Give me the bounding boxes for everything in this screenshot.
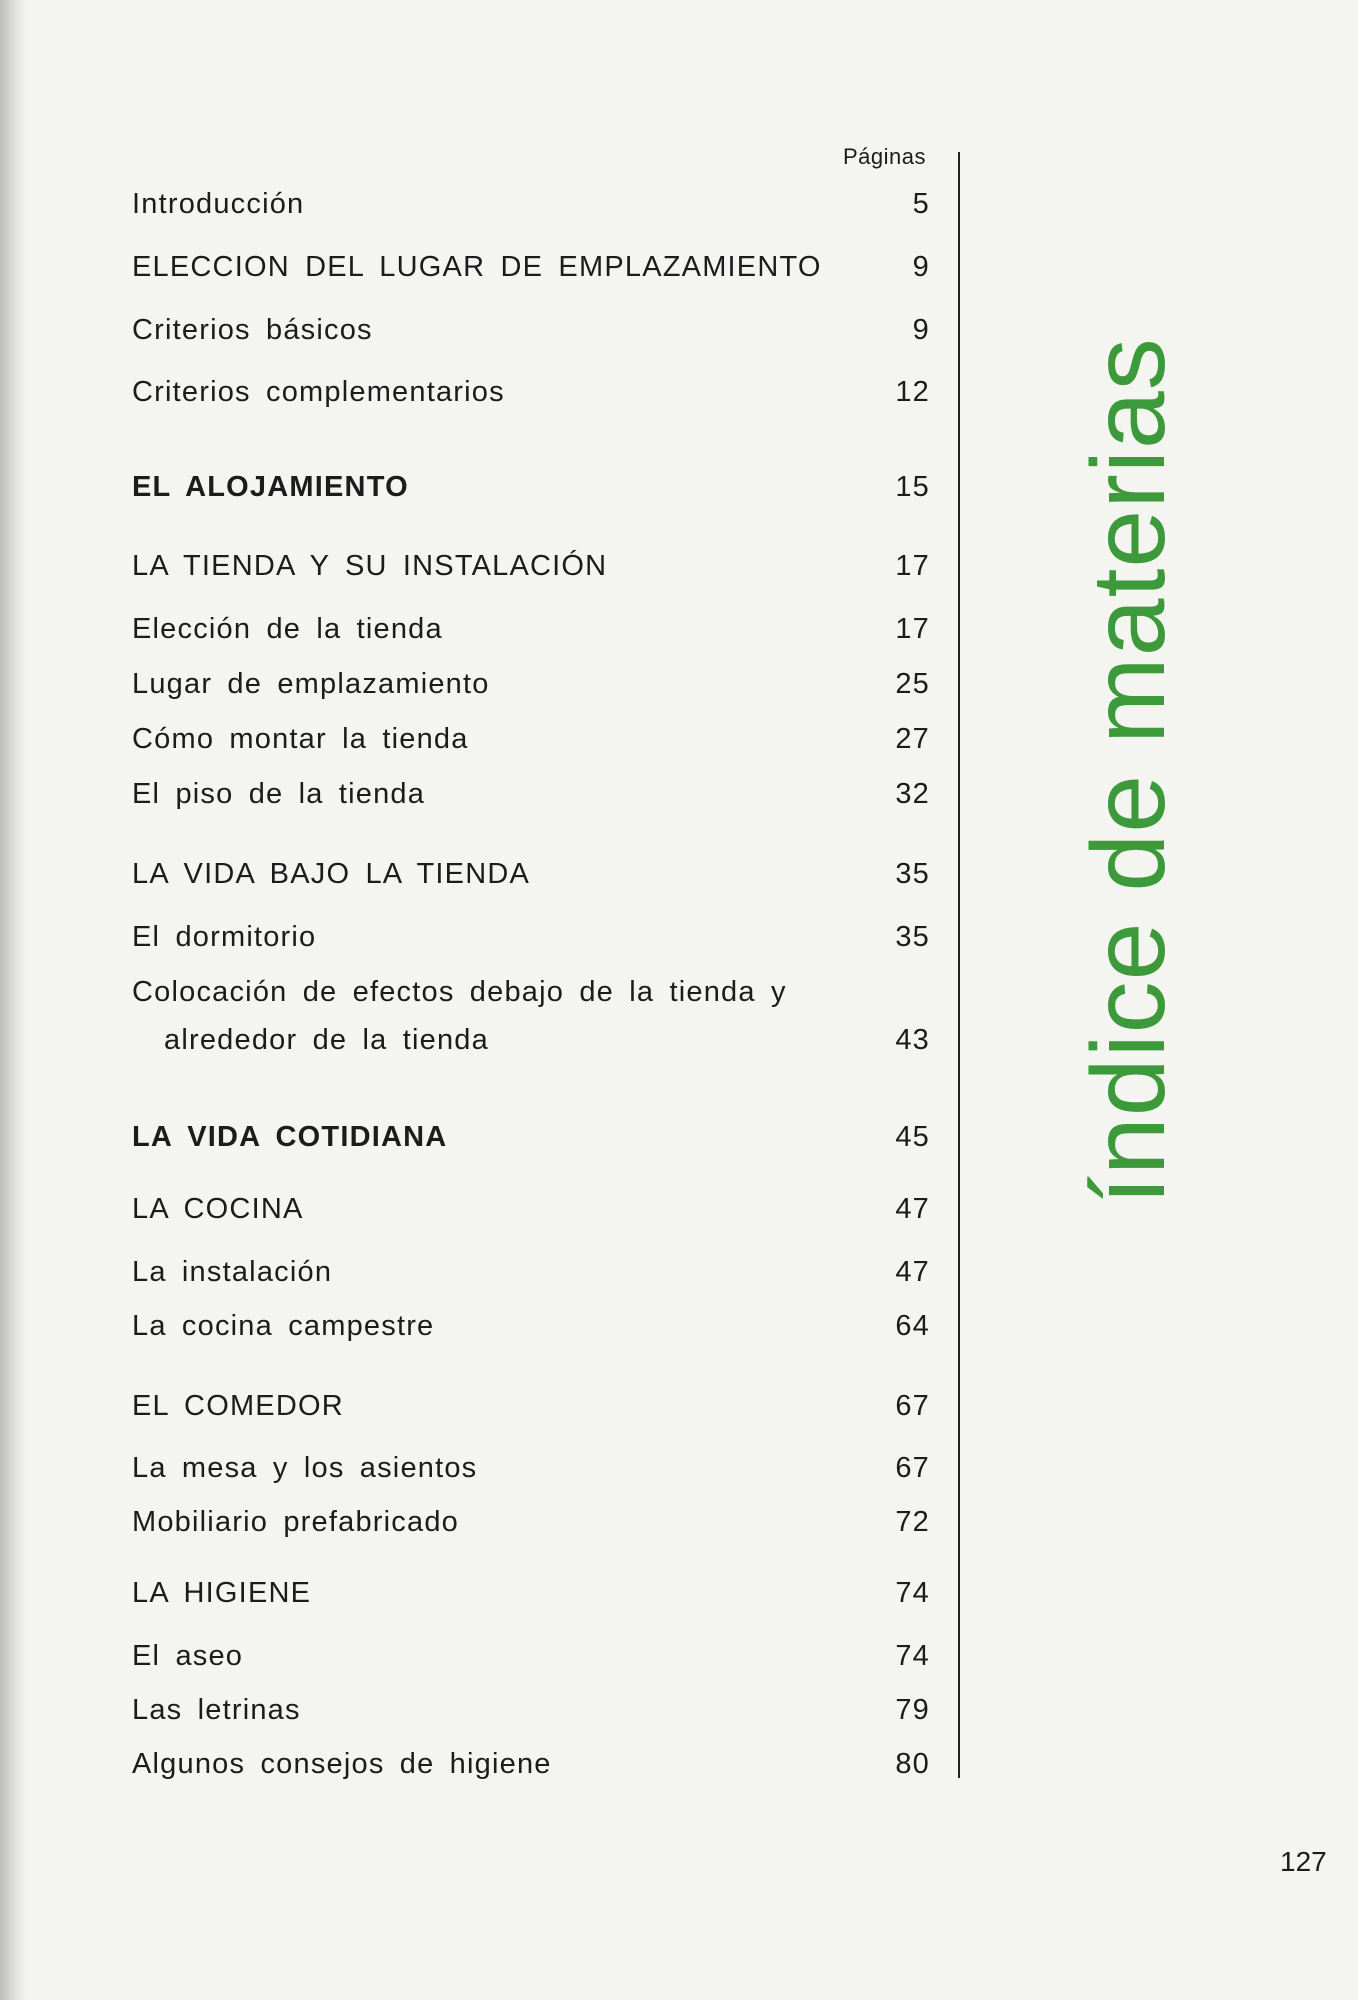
toc-chapter-page: 35 [895,858,930,890]
toc-entry [132,1307,930,1347]
toc-entry-title: Mobiliario prefabricado [132,1506,459,1538]
toc-entry [132,1691,930,1731]
toc-entry-title: Criterios básicos [132,314,373,346]
toc-entry [132,1503,930,1543]
toc-chapter-page: 17 [895,550,930,582]
toc-entry [132,1449,930,1489]
toc-entry-title: El dormitorio [132,921,317,953]
toc-entry-page: 80 [895,1748,930,1780]
toc-chapter [132,1190,930,1230]
toc-entry-title: Criterios complementarios [132,376,505,408]
toc-chapter-title: EL COMEDOR [132,1390,344,1422]
toc-entry-page: 9 [912,314,930,346]
toc-chapter [132,1387,930,1427]
toc-entry-title: alrededor de la tienda [164,1024,489,1056]
toc-section-title: EL ALOJAMIENTO [132,471,409,503]
page-binding-edge [0,0,26,2000]
toc-entry-title: ELECCION DEL LUGAR DE EMPLAZAMIENTO [132,251,822,283]
toc-chapter [132,855,930,895]
toc-entry [132,775,930,815]
toc-entry [132,1637,930,1677]
toc-entry [132,311,930,351]
toc-entry-page: 47 [895,1256,930,1288]
toc-entry-title: La instalación [132,1256,333,1288]
toc-entry-title: Algunos consejos de higiene [132,1748,552,1780]
toc-entry-page: 64 [895,1310,930,1342]
toc-entry-page: 9 [912,251,930,283]
toc-entry-title: Colocación de efectos debajo de la tienda y [132,976,787,1008]
toc-section-page: 15 [895,471,930,503]
pages-column-label: Páginas [843,144,927,169]
toc-entry-page: 67 [895,1452,930,1484]
toc-entry-page: 17 [895,613,930,645]
toc-entry [132,248,930,288]
toc-chapter-title: LA TIENDA Y SU INSTALACIÓN [132,550,608,582]
toc-section-title: LA VIDA COTIDIANA [132,1121,448,1153]
index-title-vertical: índice de materias [1071,337,1187,1205]
toc-entry [132,918,930,958]
toc-chapter-page: 74 [895,1577,930,1609]
toc-entry [132,373,930,413]
toc-chapter-page: 47 [895,1193,930,1225]
toc-entry-page: 35 [895,921,930,953]
toc-entry [132,665,930,705]
toc-chapter-title: LA COCINA [132,1193,304,1225]
toc-section-page: 45 [895,1121,930,1153]
page-number: 127 [1280,1846,1327,1877]
toc-chapter [132,547,930,587]
toc-entry-title: Elección de la tienda [132,613,443,645]
toc-chapter-title: LA HIGIENE [132,1577,312,1609]
toc-entry-title: Cómo montar la tienda [132,723,469,755]
toc-section [132,468,930,508]
toc-entry-page: 43 [895,1024,930,1056]
toc-entry [132,1253,930,1293]
toc-entry [132,185,930,225]
toc-chapter-title: LA VIDA BAJO LA TIENDA [132,858,531,890]
toc-entry-page: 72 [895,1506,930,1538]
toc-entry-title: La cocina campestre [132,1310,435,1342]
toc-entry [132,973,930,1013]
toc-entry-page: 5 [912,188,930,220]
toc-entry-title: Lugar de emplazamiento [132,668,490,700]
toc-entry-page: 74 [895,1640,930,1672]
toc-section [132,1118,930,1158]
toc-entry [132,610,930,650]
vertical-rule [958,152,960,1778]
toc-entry-title: Las letrinas [132,1694,301,1726]
toc-entry-title: El aseo [132,1640,244,1672]
toc-entry [132,1745,930,1785]
toc-chapter-page: 67 [895,1390,930,1422]
toc-entry-page: 12 [895,376,930,408]
toc-entry-title: Introducción [132,188,305,220]
toc-entry-page: 32 [895,778,930,810]
toc-entry [132,720,930,760]
toc-entry-continuation [132,1021,930,1061]
toc-entry-page: 79 [895,1694,930,1726]
toc-entry-page: 25 [895,668,930,700]
toc-entry-page: 27 [895,723,930,755]
toc-entry-title: La mesa y los asientos [132,1452,478,1484]
toc-entry-title: El piso de la tienda [132,778,426,810]
toc-chapter [132,1574,930,1614]
